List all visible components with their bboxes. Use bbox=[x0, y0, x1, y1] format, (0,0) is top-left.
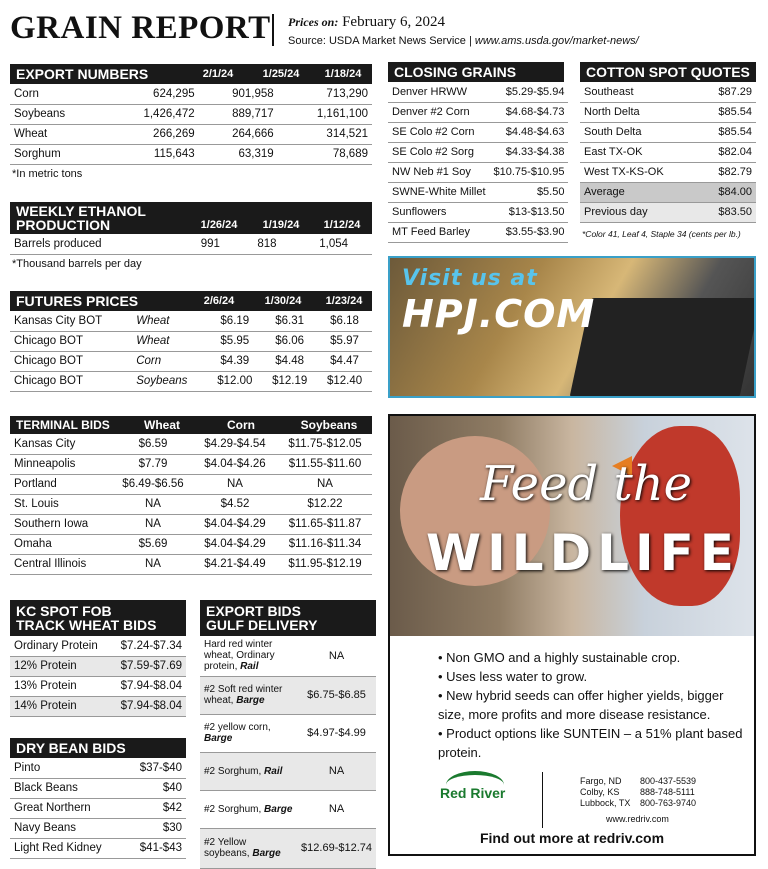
cell: Corn bbox=[10, 84, 104, 104]
table-row bbox=[580, 162, 756, 182]
cell: NA bbox=[297, 790, 376, 828]
kc-spot-section bbox=[10, 600, 186, 717]
cell: $11.16-$11.34 bbox=[278, 534, 372, 554]
contact-city: Lubbock, TX bbox=[580, 798, 631, 808]
cell: $85.54 bbox=[699, 102, 756, 122]
contact-row bbox=[580, 776, 696, 787]
table-row bbox=[200, 828, 376, 868]
cell: $6.49-$6.56 bbox=[114, 474, 192, 494]
table-row bbox=[10, 798, 186, 818]
cell: 713,290 bbox=[278, 84, 372, 104]
bid-mode: Rail bbox=[264, 765, 283, 777]
contact-phone[interactable]: 888-748-5111 bbox=[640, 787, 695, 797]
table-row bbox=[10, 474, 372, 494]
dry-bean-header bbox=[10, 738, 186, 758]
col-header: 1/26/24 bbox=[200, 219, 238, 231]
cell: 818 bbox=[239, 234, 296, 254]
cell: $6.31 bbox=[262, 311, 317, 331]
prices-date: February 6, 2024 bbox=[342, 14, 445, 30]
ethanol-title-line1: WEEKLY ETHANOL bbox=[16, 203, 146, 219]
terminal-bids-table bbox=[10, 434, 372, 575]
cell: $40 bbox=[125, 778, 186, 798]
contact-phone[interactable]: 800-437-5539 bbox=[640, 776, 697, 786]
bid-mode: Barge bbox=[204, 733, 233, 744]
cell: SE Colo #2 Corn bbox=[388, 122, 490, 142]
cell: Great Northern bbox=[10, 798, 125, 818]
cell: Average bbox=[580, 182, 699, 202]
red-river-logo bbox=[440, 771, 510, 823]
cell: Sorghum bbox=[10, 144, 104, 164]
cell: $4.97-$4.99 bbox=[297, 714, 376, 752]
hpj-ad-line2: HPJ.COM bbox=[402, 292, 596, 336]
cell: 901,958 bbox=[199, 84, 278, 104]
table-row bbox=[10, 124, 372, 144]
col-header: Soybeans bbox=[300, 418, 358, 432]
cell: Portland bbox=[10, 474, 114, 494]
cell: Omaha bbox=[10, 534, 114, 554]
cell: 266,269 bbox=[104, 124, 198, 144]
cell: Soybeans bbox=[10, 104, 104, 124]
table-row bbox=[388, 102, 568, 122]
cell: NA bbox=[114, 494, 192, 514]
table-row bbox=[10, 636, 186, 656]
contact-row bbox=[580, 798, 696, 809]
table-row bbox=[10, 818, 186, 838]
table-row bbox=[580, 142, 756, 162]
ad-cta[interactable]: Find out more at redriv.com bbox=[479, 830, 665, 846]
bid-mode: Barge bbox=[252, 848, 281, 859]
cell: 63,319 bbox=[199, 144, 278, 164]
table-row bbox=[10, 84, 372, 104]
col-header: 1/18/24 bbox=[324, 68, 362, 80]
cell: East TX-OK bbox=[580, 142, 699, 162]
cell: North Delta bbox=[580, 102, 699, 122]
export-numbers-note: *In metric tons bbox=[12, 167, 83, 180]
bid-label: #2 Sorghum, bbox=[204, 765, 262, 777]
table-row bbox=[10, 514, 372, 534]
futures-table bbox=[10, 311, 372, 392]
cell: $12.19 bbox=[262, 371, 317, 391]
ethanol-note: *Thousand barrels per day bbox=[12, 257, 142, 270]
cell: Previous day bbox=[580, 202, 699, 222]
cell: $37-$40 bbox=[125, 758, 186, 778]
contact-city: Colby, KS bbox=[580, 787, 620, 797]
bid-label: #2 Sorghum, bbox=[204, 803, 262, 815]
table-row bbox=[388, 202, 568, 222]
cell: $5.50 bbox=[490, 182, 569, 202]
col-header: 1/19/24 bbox=[262, 219, 300, 231]
ethanol-section bbox=[10, 202, 372, 273]
cell: 889,717 bbox=[199, 104, 278, 124]
cell: $11.65-$11.87 bbox=[278, 514, 372, 534]
cell: 991 bbox=[182, 234, 239, 254]
cell: SWNE-White Millet bbox=[388, 182, 490, 202]
table-row bbox=[10, 758, 186, 778]
cell: St. Louis bbox=[10, 494, 114, 514]
cell: Chicago BOT bbox=[10, 371, 132, 391]
ad-headline-2: WILDLIFE bbox=[426, 524, 740, 582]
table-row bbox=[580, 82, 756, 102]
cell: $4.21-$4.49 bbox=[192, 554, 278, 574]
table-row bbox=[388, 82, 568, 102]
cell: $4.04-$4.26 bbox=[192, 454, 278, 474]
contact-city: Fargo, ND bbox=[580, 776, 622, 786]
table-row bbox=[388, 122, 568, 142]
cell: NA bbox=[114, 514, 192, 534]
cell: $7.79 bbox=[114, 454, 192, 474]
cell: Denver #2 Corn bbox=[388, 102, 490, 122]
cell: NA bbox=[192, 474, 278, 494]
cell: $12.22 bbox=[278, 494, 372, 514]
terminal-bids-title: TERMINAL BIDS bbox=[16, 418, 110, 432]
cell: Southeast bbox=[580, 82, 699, 102]
export-bids-title-line2: GULF DELIVERY bbox=[206, 617, 318, 633]
table-row bbox=[10, 656, 186, 676]
table-row bbox=[200, 790, 376, 828]
closing-grains-title: CLOSING GRAINS bbox=[394, 64, 517, 80]
header-divider bbox=[272, 14, 274, 46]
table-row bbox=[388, 182, 568, 202]
table-row bbox=[10, 104, 372, 124]
table-row bbox=[10, 311, 372, 331]
cell: $11.55-$11.60 bbox=[278, 454, 372, 474]
cell: $6.06 bbox=[262, 331, 317, 351]
cell: NA bbox=[114, 554, 192, 574]
futures-header bbox=[10, 291, 372, 311]
cell: 264,666 bbox=[199, 124, 278, 144]
kc-spot-title bbox=[16, 604, 157, 632]
cell: $30 bbox=[125, 818, 186, 838]
cell: NW Neb #1 Soy bbox=[388, 162, 490, 182]
cell: $13-$13.50 bbox=[490, 202, 569, 222]
cell: $82.79 bbox=[699, 162, 756, 182]
cell: $4.48 bbox=[262, 351, 317, 371]
cell: Ordinary Protein bbox=[10, 636, 110, 656]
col-header: Corn bbox=[227, 418, 255, 432]
table-row bbox=[10, 676, 186, 696]
ethanol-title-line2: PRODUCTION bbox=[16, 217, 111, 233]
cell: $83.50 bbox=[699, 202, 756, 222]
col-header: 1/23/24 bbox=[325, 295, 363, 307]
table-row bbox=[200, 636, 376, 676]
cell: $11.95-$12.19 bbox=[278, 554, 372, 574]
cell: $85.54 bbox=[699, 122, 756, 142]
cell: 14% Protein bbox=[10, 696, 110, 716]
prices-date-line bbox=[288, 14, 445, 31]
cell: NA bbox=[278, 474, 372, 494]
wildlife-ad[interactable] bbox=[388, 414, 756, 856]
cell: $7.59-$7.69 bbox=[110, 656, 186, 676]
bid-mode: Barge bbox=[236, 695, 265, 706]
ad-headline-1: Feed the bbox=[480, 456, 693, 512]
cell: $3.55-$3.90 bbox=[490, 222, 569, 242]
table-row bbox=[10, 144, 372, 164]
bid-mode: Rail bbox=[240, 661, 259, 673]
table-row bbox=[10, 351, 372, 371]
table-row bbox=[10, 554, 372, 574]
cell: 115,643 bbox=[104, 144, 198, 164]
contact-phone[interactable]: 800-763-9740 bbox=[640, 798, 697, 808]
col-header: 2/1/24 bbox=[202, 68, 234, 80]
cell: $12.00 bbox=[207, 371, 262, 391]
kc-spot-header bbox=[10, 600, 186, 636]
table-row bbox=[10, 534, 372, 554]
export-bids-section bbox=[200, 600, 376, 869]
ethanol-table bbox=[10, 234, 372, 255]
cell: Black Beans bbox=[10, 778, 125, 798]
hpj-ad[interactable] bbox=[388, 256, 756, 398]
cell: Kansas City BOT bbox=[10, 311, 132, 331]
cell: $84.00 bbox=[699, 182, 756, 202]
laptop-image bbox=[569, 298, 756, 398]
cell: 13% Protein bbox=[10, 676, 110, 696]
cotton-table bbox=[580, 82, 756, 223]
cell: $7.94-$8.04 bbox=[110, 676, 186, 696]
dry-bean-title: DRY BEAN BIDS bbox=[16, 740, 126, 756]
cell: South Delta bbox=[580, 122, 699, 142]
cell: $41-$43 bbox=[125, 838, 186, 858]
cell: $6.19 bbox=[207, 311, 262, 331]
cell: $87.29 bbox=[699, 82, 756, 102]
cell: Sunflowers bbox=[388, 202, 490, 222]
terminal-bids-section bbox=[10, 416, 372, 575]
logo-text: Red River bbox=[440, 785, 506, 801]
cotton-section bbox=[580, 62, 756, 242]
table-row bbox=[10, 454, 372, 474]
list-item: • New hybrid seeds can offer higher yields, bigger size, more profits and more disease resistance. bbox=[438, 686, 748, 724]
cell: Barrels produced bbox=[10, 234, 182, 254]
list-item: • Product options like SUNTEIN – a 51% plant based protein. bbox=[438, 724, 748, 762]
table-row bbox=[10, 778, 186, 798]
list-item: • Uses less water to grow. bbox=[438, 667, 748, 686]
bid-label: Hard red winter wheat, Ordinary protein, bbox=[204, 639, 275, 673]
source-url[interactable]: www.ams.usda.gov/market-news/ bbox=[474, 35, 639, 47]
ethanol-header bbox=[10, 202, 372, 234]
table-row bbox=[10, 434, 372, 454]
kc-spot-title-line2: TRACK WHEAT BIDS bbox=[16, 617, 157, 633]
table-row bbox=[10, 371, 372, 391]
cell: SE Colo #2 Sorg bbox=[388, 142, 490, 162]
table-row bbox=[200, 676, 376, 714]
cell: $5.97 bbox=[317, 331, 372, 351]
table-row bbox=[10, 234, 372, 254]
bid-label: #2 yellow corn, bbox=[204, 722, 271, 733]
cotton-note: *Color 41, Leaf 4, Staple 34 (cents per lb.) bbox=[582, 228, 741, 239]
cotton-header bbox=[580, 62, 756, 82]
export-numbers-section bbox=[10, 64, 372, 183]
cotton-title: COTTON SPOT QUOTES bbox=[586, 64, 750, 80]
ad-website[interactable]: www.redriv.com bbox=[606, 814, 669, 824]
cell: $11.75-$12.05 bbox=[278, 434, 372, 454]
cell: Denver HRWW bbox=[388, 82, 490, 102]
col-header: 1/25/24 bbox=[262, 68, 300, 80]
export-bids-header bbox=[200, 600, 376, 636]
cell: Pinto bbox=[10, 758, 125, 778]
closing-grains-table bbox=[388, 82, 568, 243]
export-bids-title bbox=[206, 604, 318, 632]
table-row bbox=[10, 696, 186, 716]
cell: $6.59 bbox=[114, 434, 192, 454]
terminal-bids-header bbox=[10, 416, 372, 434]
export-bids-title-line1: EXPORT BIDS bbox=[206, 603, 301, 619]
table-row bbox=[10, 331, 372, 351]
cell: $12.40 bbox=[317, 371, 372, 391]
dry-bean-table bbox=[10, 758, 186, 859]
cell: $4.39 bbox=[207, 351, 262, 371]
bid-label: #2 Soft red winter wheat, bbox=[204, 684, 283, 706]
export-numbers-header bbox=[10, 64, 372, 84]
table-row bbox=[10, 838, 186, 858]
cell: $5.29-$5.94 bbox=[490, 82, 569, 102]
cell: 1,054 bbox=[295, 234, 372, 254]
cell: Light Red Kidney bbox=[10, 838, 125, 858]
closing-grains-section bbox=[388, 62, 564, 243]
cell: MT Feed Barley bbox=[388, 222, 490, 242]
cell: $12.69-$12.74 bbox=[297, 828, 376, 868]
ethanol-title bbox=[16, 204, 188, 232]
cell: Navy Beans bbox=[10, 818, 125, 838]
export-bids-table bbox=[200, 636, 376, 869]
cell: Wheat bbox=[132, 311, 207, 331]
cell: Kansas City bbox=[10, 434, 114, 454]
table-row bbox=[388, 142, 568, 162]
source-text: Source: USDA Market News Service bbox=[288, 35, 466, 47]
cell: $82.04 bbox=[699, 142, 756, 162]
cell: $4.52 bbox=[192, 494, 278, 514]
bid-label: #2 Yellow soybeans, bbox=[204, 837, 250, 859]
contact-row bbox=[580, 787, 696, 798]
cell: $10.75-$10.95 bbox=[490, 162, 569, 182]
cell: $42 bbox=[125, 798, 186, 818]
cell: 314,521 bbox=[278, 124, 372, 144]
table-row bbox=[10, 494, 372, 514]
cell: Corn bbox=[132, 351, 207, 371]
closing-grains-header bbox=[388, 62, 564, 82]
cell: NA bbox=[297, 752, 376, 790]
ad-contacts bbox=[580, 776, 696, 809]
table-row bbox=[580, 122, 756, 142]
cell: 1,161,100 bbox=[278, 104, 372, 124]
cell: $4.68-$4.73 bbox=[490, 102, 569, 122]
cell: 1,426,472 bbox=[104, 104, 198, 124]
cell: $5.95 bbox=[207, 331, 262, 351]
cell: $7.94-$8.04 bbox=[110, 696, 186, 716]
cell: $4.04-$4.29 bbox=[192, 514, 278, 534]
table-row bbox=[388, 222, 568, 242]
col-header: 1/12/24 bbox=[323, 219, 361, 231]
cell: 78,689 bbox=[278, 144, 372, 164]
cell: Chicago BOT bbox=[10, 351, 132, 371]
export-numbers-table bbox=[10, 84, 372, 165]
table-row bbox=[200, 752, 376, 790]
table-row bbox=[580, 202, 756, 222]
futures-section bbox=[10, 291, 372, 392]
cell: $4.29-$4.54 bbox=[192, 434, 278, 454]
cell: Chicago BOT bbox=[10, 331, 132, 351]
ad-divider bbox=[542, 772, 543, 828]
cell: $4.48-$4.63 bbox=[490, 122, 569, 142]
table-row bbox=[388, 162, 568, 182]
cell: $4.33-$4.38 bbox=[490, 142, 569, 162]
prices-label: Prices on: bbox=[288, 15, 339, 29]
cell: Southern Iowa bbox=[10, 514, 114, 534]
table-row bbox=[580, 182, 756, 202]
export-numbers-title: EXPORT NUMBERS bbox=[16, 66, 149, 82]
cell: $4.04-$4.29 bbox=[192, 534, 278, 554]
kc-spot-title-line1: KC SPOT FOB bbox=[16, 603, 112, 619]
cell: Central Illinois bbox=[10, 554, 114, 574]
cell: NA bbox=[297, 636, 376, 676]
cell: Wheat bbox=[10, 124, 104, 144]
cell: $6.75-$6.85 bbox=[297, 676, 376, 714]
list-item: • Non GMO and a highly sustainable crop. bbox=[438, 648, 748, 667]
ad-bullets bbox=[438, 648, 748, 762]
col-header: Wheat bbox=[144, 418, 180, 432]
cell: Wheat bbox=[132, 331, 207, 351]
cell: $4.47 bbox=[317, 351, 372, 371]
cell: Minneapolis bbox=[10, 454, 114, 474]
cell: 624,295 bbox=[104, 84, 198, 104]
table-row bbox=[580, 102, 756, 122]
dry-bean-section bbox=[10, 738, 186, 859]
hpj-ad-line1: Visit us at bbox=[402, 266, 538, 291]
cell: $5.69 bbox=[114, 534, 192, 554]
cell: $7.24-$7.34 bbox=[110, 636, 186, 656]
source-line: Source: USDA Market News Service | www.ams.usda.gov/market-news/ bbox=[288, 35, 639, 47]
report-title: GRAIN REPORT bbox=[10, 10, 271, 46]
table-row bbox=[200, 714, 376, 752]
cell: 12% Protein bbox=[10, 656, 110, 676]
cell: West TX-KS-OK bbox=[580, 162, 699, 182]
col-header: 1/30/24 bbox=[264, 295, 302, 307]
kc-spot-table bbox=[10, 636, 186, 717]
col-header: 2/6/24 bbox=[203, 295, 235, 307]
cell: $6.18 bbox=[317, 311, 372, 331]
futures-title: FUTURES PRICES bbox=[16, 293, 139, 309]
cell: Soybeans bbox=[132, 371, 207, 391]
bid-mode: Barge bbox=[264, 803, 293, 815]
